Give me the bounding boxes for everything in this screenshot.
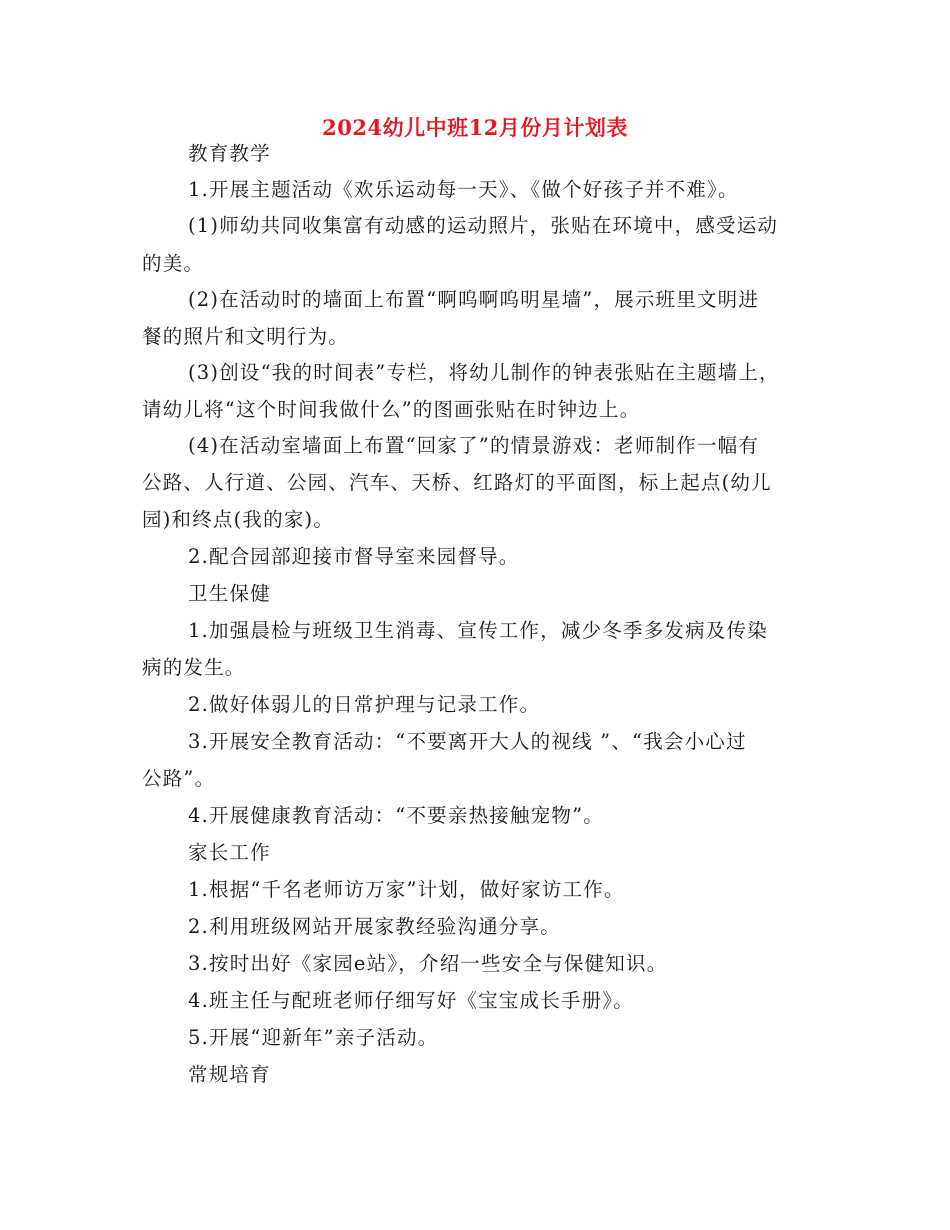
paragraph-line: 3.开展安全教育活动：“不要离开大人的视线 ”、“我会小心过 [188,730,747,753]
paragraph-line: 1.根据“千名老师访万家”计划，做好家访工作。 [188,878,625,901]
paragraph-line: 3.按时出好《家园e站》，介绍一些安全与保健知识。 [188,952,668,975]
section-heading-education: 教育教学 [188,142,271,165]
paragraph-line: 2.做好体弱儿的日常护理与记录工作。 [188,693,541,716]
paragraph-line: 公路”。 [142,767,216,790]
paragraph-line: 5.开展“迎新年”亲子活动。 [188,1026,439,1049]
paragraph-line: 1.开展主题活动《欢乐运动每一天》、《做个好孩子并不难》。 [188,178,739,201]
paragraph-line: 4.班主任与配班老师仔细写好《宝宝成长手册》。 [188,989,634,1012]
paragraph-line: 1.加强晨检与班级卫生消毒、宣传工作，减少冬季多发病及传染 [188,619,768,642]
paragraph-line: (2)在活动时的墙面上布置“啊呜啊呜明星墙”，展示班里文明进 [188,288,760,311]
section-heading-routine: 常规培育 [188,1063,271,1086]
document-title: 2024幼儿中班12月份月计划表 [322,115,628,140]
paragraph-line: (4)在活动室墙面上布置“回家了”的情景游戏：老师制作一幅有 [188,434,760,457]
section-heading-parents: 家长工作 [188,841,271,864]
paragraph-line: 餐的照片和文明行为。 [142,325,350,348]
paragraph-line: 4.开展健康教育活动：“不要亲热接触宠物”。 [188,804,604,827]
paragraph-line: 的美。 [142,252,205,275]
paragraph-line: (1)师幼共同收集富有动感的运动照片，张贴在环境中，感受运动 [188,214,779,237]
paragraph-line: (3)创设“我的时间表”专栏，将幼儿制作的钟表张贴在主题墙上， [188,361,780,384]
section-heading-health: 卫生保健 [188,582,271,605]
paragraph-line: 公路、人行道、公园、汽车、天桥、红路灯的平面图，标上起点(幼儿 [142,471,772,494]
paragraph-line: 园)和终点(我的家)。 [142,508,335,531]
paragraph-line: 请幼儿将“这个时间我做什么”的图画张贴在时钟边上。 [142,398,641,421]
paragraph-line: 病的发生。 [142,656,246,679]
paragraph-line: 2.配合园部迎接市督导室来园督导。 [188,545,520,568]
paragraph-line: 2.利用班级网站开展家教经验沟通分享。 [188,915,561,938]
